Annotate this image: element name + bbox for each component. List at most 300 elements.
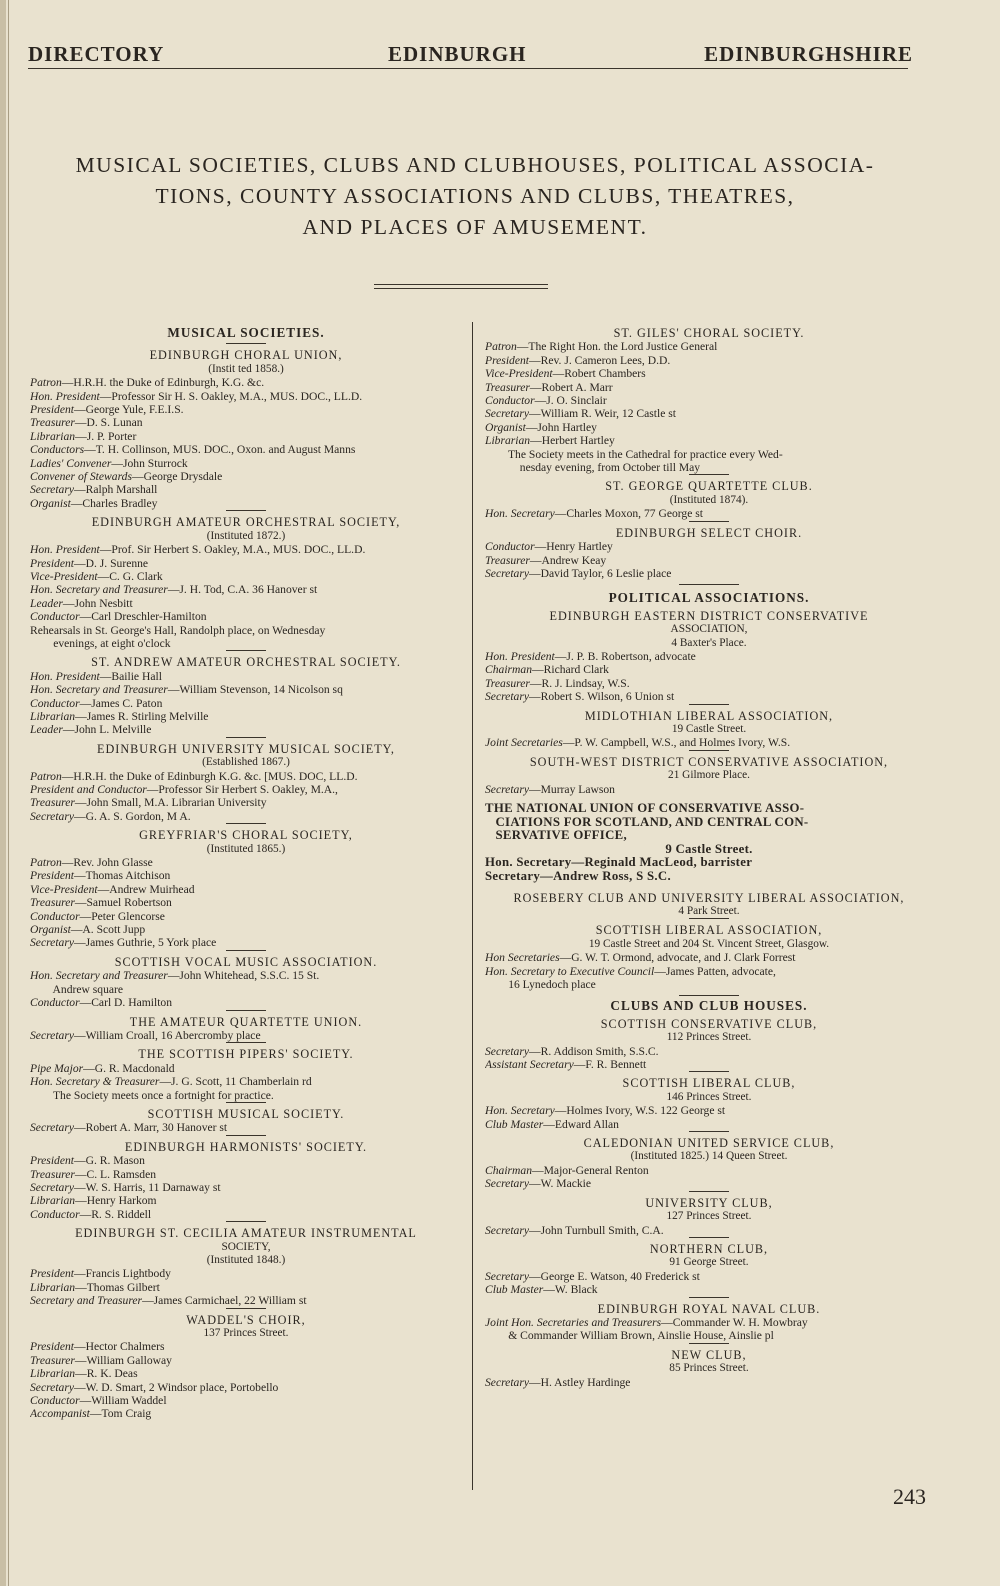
entry-rule <box>689 474 729 475</box>
officer-role: Librarian <box>30 1367 76 1381</box>
officer-role: Hon. President <box>485 649 555 663</box>
org-name: EDINBURGH ST. CECILIA AMATEUR INSTRUMENTAL <box>75 1226 417 1241</box>
entry-rule <box>689 1297 729 1298</box>
officer-role: President <box>30 556 75 570</box>
officer-line <box>485 1270 933 1283</box>
officer-name: —Prof. Sir Herbert S. Oakley, M.A., MUS. DOC., LL.D. <box>99 543 366 557</box>
officer-line <box>485 677 933 690</box>
officer-name: Rehearsals in St. George's Hall, Randolph place, on Wednesday <box>30 623 326 637</box>
officer-line <box>30 683 462 696</box>
officer-role: Secretary and Treasurer <box>30 1294 143 1308</box>
header-left: DIRECTORY <box>28 42 165 66</box>
officer-name: —Professor Sir Herbert S. Oakley, M.A., <box>146 783 338 796</box>
entry-rule <box>226 510 266 511</box>
entry-rule <box>226 1308 266 1309</box>
officer-role: Secretary <box>30 936 74 950</box>
officer-role: Joint Hon. Secretaries and Treasurers <box>485 1315 662 1329</box>
entry-rule <box>689 918 729 919</box>
section-heading-political: POLITICAL ASSOCIATIONS. <box>608 590 810 606</box>
officer-name: —John Nesbitt <box>62 596 133 610</box>
officer-role: Conductor <box>485 394 535 408</box>
officer-line <box>485 354 933 367</box>
entry-rule <box>226 1042 266 1043</box>
officer-role: Hon. President <box>30 389 100 403</box>
org-name: ST. ANDREW AMATEUR ORCHESTRAL SOCIETY. <box>91 655 401 670</box>
officer-name: —John Turnbull Smith, C.A. <box>529 1223 664 1237</box>
officer-line <box>30 416 462 429</box>
officer-role: Treasurer <box>30 1353 75 1367</box>
officer-line <box>30 896 462 909</box>
officer-line <box>30 1208 462 1221</box>
officer-line <box>30 1062 462 1075</box>
entry-rule <box>226 1135 266 1136</box>
officer-name: —James Patten, advocate, <box>654 964 776 978</box>
officer-line <box>30 710 462 723</box>
officer-name: —W. Black <box>543 1283 598 1297</box>
officer-role: Organist <box>30 923 71 937</box>
officer-line <box>30 1294 462 1307</box>
officer-role: Secretary <box>30 1180 74 1194</box>
org-name: EDINBURGH AMATEUR ORCHESTRAL SOCIETY, <box>91 515 401 530</box>
org-subtitle: SOCIETY, <box>221 1240 271 1253</box>
officer-line <box>30 723 462 736</box>
officer-role: President <box>30 1340 75 1354</box>
officer-role: Conductor <box>485 540 535 554</box>
officer-name: —Samuel Robertson <box>74 896 172 910</box>
officer-name: —Charles Moxon, 77 George st <box>554 507 703 521</box>
org-subtitle: (Instituted 1825.) 14 Queen Street. <box>630 1150 788 1163</box>
officer-name: —Thomas Aitchison <box>74 869 171 883</box>
entry-rule <box>226 823 266 824</box>
officer-line <box>30 910 462 923</box>
officer-line <box>30 1394 462 1407</box>
officer-name: —Henry Hartley <box>534 540 613 554</box>
officer-line <box>485 663 933 676</box>
officer-name: —John Hartley <box>525 420 597 434</box>
officer-name: —Holmes Ivory, W.S. 122 George st <box>554 1104 726 1118</box>
officer-line <box>30 810 462 823</box>
officer-role: Conductor <box>30 1207 80 1221</box>
org-name: EDINBURGH ROYAL NAVAL CLUB. <box>597 1301 821 1316</box>
officer-line <box>30 869 462 882</box>
national-union-secretary: Secretary—Andrew Ross, S S.C. <box>485 868 671 883</box>
entry-rule <box>689 750 729 751</box>
officer-name: —Peter Glencorse <box>79 909 165 923</box>
officer-name: Andrew square <box>30 982 124 996</box>
officer-role: Vice-President <box>485 367 553 381</box>
officer-role: Hon. Secretary & Treasurer <box>30 1075 160 1089</box>
national-union-name: CIATIONS FOR SCOTLAND, AND CENTRAL CON- <box>485 814 809 829</box>
officer-name: & Commander William Brown, Ainslie House, Ainslie pl <box>485 1329 774 1343</box>
officer-name: —W. Mackie <box>529 1177 592 1191</box>
entry-rule <box>226 1221 266 1222</box>
officer-role: Patron <box>30 376 62 390</box>
entry-rule <box>226 650 266 651</box>
officer-role: Conductor <box>30 696 80 710</box>
officer-role: Librarian <box>30 1280 76 1294</box>
officer-name: —W. S. Harris, 11 Darnaway st <box>74 1180 221 1194</box>
officer-role: Treasurer <box>485 553 530 567</box>
officer-name: —Andrew Keay <box>529 553 607 567</box>
officer-name: —G. W. T. Ormond, advocate, and J. Clark Forrest <box>559 951 796 965</box>
officer-role: Conductor <box>30 909 80 923</box>
officer-name: —P. W. Campbell, W.S., and Holmes Ivory, W.S. <box>562 736 791 750</box>
officer-line <box>30 1267 462 1280</box>
entry-rule <box>226 1010 266 1011</box>
officer-role: Secretary <box>485 566 529 580</box>
officer-name: —J. H. Tod, C.A. 36 Hanover st <box>167 583 318 597</box>
entry-rule <box>226 950 266 951</box>
political-associations-list <box>485 610 933 796</box>
org-name: EDINBURGH EASTERN DISTRICT CONSERVATIVE <box>549 608 869 623</box>
officer-role: Treasurer <box>485 676 530 690</box>
officer-line <box>30 624 462 637</box>
officer-role: Leader <box>30 596 63 610</box>
org-name: NEW CLUB, <box>671 1347 747 1362</box>
org-name: CALEDONIAN UNITED SERVICE CLUB, <box>583 1136 835 1151</box>
officer-line <box>30 1340 462 1353</box>
officer-name: —F. R. Bennett <box>573 1058 647 1072</box>
officer-role: Secretary <box>485 1044 529 1058</box>
officer-name: —Tom Craig <box>89 1407 152 1421</box>
officer-role: Hon. Secretary and Treasurer <box>30 583 168 597</box>
section-heading-musical: MUSICAL SOCIETIES. <box>167 325 325 340</box>
org-subtitle: 19 Castle Street and 204 St. Vincent Street, Glasgow. <box>588 937 830 950</box>
officer-role: Hon. Secretary and Treasurer <box>30 969 168 983</box>
officer-name: —Hector Chalmers <box>74 1340 165 1354</box>
officer-line <box>30 1381 462 1394</box>
org-subtitle: (Instituted 1872.) <box>206 529 286 542</box>
org-subtitle: ASSOCIATION, <box>670 623 748 636</box>
left-column <box>30 322 462 1421</box>
officer-line <box>30 1194 462 1207</box>
officer-line <box>485 690 933 703</box>
org-subtitle: (Instituted 1848.) <box>206 1254 286 1266</box>
officer-line <box>485 367 933 380</box>
officer-role: Librarian <box>485 434 531 448</box>
officer-line <box>485 1118 933 1131</box>
officer-role: Accompanist <box>30 1407 90 1421</box>
org-name: EDINBURGH CHORAL UNION, <box>149 348 343 363</box>
officer-name: evenings, at eight o'clock <box>30 636 171 650</box>
separator-rule <box>679 584 739 585</box>
org-name: EDINBURGH SELECT CHOIR. <box>615 525 803 540</box>
officer-role: Secretary <box>485 1177 529 1191</box>
officer-role: Secretary <box>485 782 529 796</box>
officer-line <box>30 403 462 416</box>
officer-line <box>30 1354 462 1367</box>
officer-line <box>30 883 462 896</box>
musical-societies-continued <box>485 327 933 580</box>
officer-line <box>30 996 462 1009</box>
officer-name: The Society meets once a fortnight for practice. <box>30 1088 274 1102</box>
officer-name: —William Waddel <box>79 1394 167 1408</box>
org-subtitle: 4 Baxter's Place. <box>671 636 747 649</box>
org-subtitle: 137 Princes Street. <box>203 1327 289 1340</box>
officer-line <box>30 430 462 443</box>
officer-role: Secretary <box>485 407 529 421</box>
officer-role: Patron <box>30 856 62 870</box>
org-name: GREYFRIAR'S CHORAL SOCIETY, <box>139 828 353 843</box>
right-column <box>485 322 933 1389</box>
org-subtitle: 112 Princes Street. <box>666 1031 752 1044</box>
officer-role: Secretary <box>30 483 74 497</box>
officer-role: Treasurer <box>30 1167 75 1181</box>
officer-line <box>30 1281 462 1294</box>
officer-line <box>30 597 462 610</box>
officer-name: —John Sturrock <box>111 456 188 470</box>
org-name: SOUTH-WEST DISTRICT CONSERVATIVE ASSOCIATION, <box>529 754 889 769</box>
officer-line <box>30 1121 462 1134</box>
officer-line <box>485 507 933 520</box>
org-subtitle: (Instituted 1874). <box>669 493 749 506</box>
org-subtitle: 91 George Street. <box>669 1256 749 1269</box>
officer-role: Hon. President <box>30 669 100 683</box>
officer-role: Treasurer <box>30 896 75 910</box>
officer-name: —A. Scott Jupp <box>70 923 146 937</box>
officer-name: —William Galloway <box>74 1353 172 1367</box>
officer-name: —R. K. Deas <box>75 1367 138 1381</box>
officer-role: Secretary <box>485 1269 529 1283</box>
officer-role: Club Master <box>485 1283 544 1297</box>
officer-line <box>30 443 462 456</box>
officer-role: President and Conductor <box>30 783 147 796</box>
officer-line <box>30 1407 462 1420</box>
officer-name: —H.R.H. the Duke of Edinburgh, K.G. &c. <box>61 376 265 390</box>
officer-line <box>485 1224 933 1237</box>
officer-name: —James R. Stirling Melville <box>75 709 209 723</box>
officer-line <box>485 554 933 567</box>
officer-name: —Professor Sir H. S. Oakley, M.A., MUS. DOC., LL.D. <box>99 389 363 403</box>
officer-line <box>30 1367 462 1380</box>
officer-name: —James Carmichael, 22 William st <box>142 1294 307 1308</box>
officer-role: Hon. Secretary <box>485 507 555 521</box>
officer-role: Treasurer <box>30 416 75 430</box>
officer-role: Organist <box>30 496 71 510</box>
officer-name: —G. R. Mason <box>74 1154 145 1168</box>
officer-line <box>485 650 933 663</box>
officer-role: Secretary <box>485 690 529 704</box>
officer-role: Organist <box>485 420 526 434</box>
officer-line <box>485 978 933 991</box>
officer-role: Hon. Secretary to Executive Council <box>485 964 655 978</box>
officer-name: —Robert A. Marr, 30 Hanover st <box>74 1121 228 1135</box>
national-union-name: SERVATIVE OFFICE, <box>485 828 627 843</box>
org-subtitle: (Established 1867.) <box>202 756 290 769</box>
officer-role: Hon. Secretary and Treasurer <box>30 683 168 697</box>
title-line: AND PLACES OF AMUSEMENT. <box>302 215 648 239</box>
entry-rule <box>689 1191 729 1192</box>
org-name: ROSEBERY CLUB AND UNIVERSITY LIBERAL ASSOCIATION, <box>513 890 905 905</box>
officer-name: —D. J. Surenne <box>74 556 149 570</box>
officer-name: —W. D. Smart, 2 Windsor place, Portobello <box>74 1380 279 1394</box>
entry-rule <box>226 737 266 738</box>
officer-name: —George Yule, F.E.I.S. <box>74 403 184 417</box>
officer-role: President <box>30 1267 75 1281</box>
officer-role: President <box>30 869 75 883</box>
officer-name: —J. P. Porter <box>75 429 137 443</box>
officer-role: Secretary <box>485 1375 529 1389</box>
officer-line <box>485 340 933 353</box>
officer-line <box>30 783 462 796</box>
officer-role: Conductor <box>30 996 80 1010</box>
officer-name: —Rev. J. Cameron Lees, D.D. <box>529 353 671 367</box>
officer-role: Ladies' Convener <box>30 456 112 470</box>
officer-line <box>30 923 462 936</box>
officer-line <box>485 381 933 394</box>
officer-line <box>30 610 462 623</box>
officer-line <box>485 783 933 796</box>
officer-name: —The Right Hon. the Lord Justice General <box>516 340 718 354</box>
officer-role: Conductor <box>30 610 80 624</box>
entry-rule <box>689 1237 729 1238</box>
officer-line <box>30 1075 462 1088</box>
officer-name: —George E. Watson, 40 Frederick st <box>529 1269 700 1283</box>
officer-name: —John Small, M.A. Librarian University <box>74 796 267 810</box>
officer-name: —H.R.H. the Duke of Edinburgh K.G. &c. [MUS. DOC, LL.D. <box>61 769 358 783</box>
officer-line <box>30 856 462 869</box>
officer-role: Vice-President <box>30 882 98 896</box>
officer-name: The Society meets in the Cathedral for practice every Wed- <box>485 447 783 461</box>
title-rule <box>374 284 548 285</box>
officer-name: —R. S. Riddell <box>79 1207 152 1221</box>
officer-line <box>485 1045 933 1058</box>
officer-line <box>485 1058 933 1071</box>
officer-role: Chairman <box>485 663 533 677</box>
officer-name: —C. G. Clark <box>97 569 163 583</box>
national-union-name: THE NATIONAL UNION OF CONSERVATIVE ASSO- <box>485 801 805 815</box>
officer-line <box>30 770 462 783</box>
officer-name: —Bailie Hall <box>99 669 162 683</box>
org-name: SCOTTISH MUSICAL SOCIETY. <box>147 1106 345 1121</box>
org-name: EDINBURGH HARMONISTS' SOCIETY. <box>124 1139 368 1154</box>
officer-role: Pipe Major <box>30 1061 84 1075</box>
org-subtitle: (Instituted 1865.) <box>206 842 286 855</box>
officer-name: 16 Lynedoch place <box>485 978 596 991</box>
officer-line <box>30 376 462 389</box>
officer-role: Patron <box>485 340 517 354</box>
org-subtitle: (Instit ted 1858.) <box>208 362 284 375</box>
officer-role: Patron <box>30 769 62 783</box>
officer-name: —John Whitehead, S.S.C. 15 St. <box>167 969 320 983</box>
officer-line <box>30 670 462 683</box>
org-name: SCOTTISH CONSERVATIVE CLUB, <box>600 1016 818 1031</box>
officer-role: Librarian <box>30 1194 76 1208</box>
officer-line <box>485 1316 933 1329</box>
officer-line <box>30 796 462 809</box>
title-line: MUSICAL SOCIETIES, CLUBS AND CLUBHOUSES, POLITICAL ASSOCIA- <box>75 153 875 177</box>
org-name: EDINBURGH UNIVERSITY MUSICAL SOCIETY, <box>97 741 395 756</box>
officer-line <box>30 483 462 496</box>
officer-name: —James Guthrie, 5 York place <box>74 936 217 950</box>
org-name: SCOTTISH VOCAL MUSIC ASSOCIATION. <box>114 954 378 969</box>
header-rule <box>28 68 908 69</box>
officer-line <box>30 1089 462 1102</box>
officer-role: Leader <box>30 723 63 737</box>
title-rule <box>374 288 548 289</box>
officer-line <box>30 697 462 710</box>
officer-role: Treasurer <box>30 796 75 810</box>
entry-rule <box>226 343 266 344</box>
org-name: MIDLOTHIAN LIBERAL ASSOCIATION, <box>584 708 834 723</box>
header-center: EDINBURGH <box>388 42 527 66</box>
title-line: TIONS, COUNTY ASSOCIATIONS AND CLUBS, THEATRES, <box>155 184 795 208</box>
officer-line <box>485 1329 933 1342</box>
officer-role: Treasurer <box>485 380 530 394</box>
officer-line <box>30 1168 462 1181</box>
officer-role: Hon. President <box>30 543 100 557</box>
org-name: ST. GILES' CHORAL SOCIETY. <box>613 326 805 340</box>
officer-name: —Robert S. Wilson, 6 Union st <box>529 690 675 704</box>
officer-name: —William R. Weir, 12 Castle st <box>529 407 677 421</box>
running-header <box>28 40 913 70</box>
officer-role: Secretary <box>30 1028 74 1042</box>
org-address: 4 Park Street. <box>678 904 740 917</box>
officer-line <box>485 461 933 474</box>
officer-name: —James C. Paton <box>79 696 163 710</box>
officer-line <box>485 407 933 420</box>
officer-name: —R. J. Lindsay, W.S. <box>529 676 630 690</box>
officer-name: —T. H. Collinson, MUS. DOC., Oxon. and August Manns <box>84 443 356 457</box>
page-title <box>30 150 920 243</box>
officer-role: Assistant Secretary <box>485 1058 574 1072</box>
org-name: NORTHERN CLUB, <box>649 1241 769 1256</box>
officer-role: President <box>485 353 530 367</box>
officer-role: Chairman <box>485 1163 533 1177</box>
header-right: EDINBURGHSHIRE <box>704 42 913 66</box>
org-name: UNIVERSITY CLUB, <box>645 1195 773 1210</box>
officer-name: —C. L. Ramsden <box>74 1167 157 1181</box>
officer-line <box>30 470 462 483</box>
officer-line <box>485 1376 933 1389</box>
officer-name: —Commander W. H. Mowbray <box>661 1315 808 1329</box>
officer-line <box>30 497 462 510</box>
entry-rule <box>689 1071 729 1072</box>
officer-line <box>485 1177 933 1190</box>
officer-name: —George Drysdale <box>131 470 223 484</box>
officer-role: President <box>30 1154 75 1168</box>
officer-name: —J. O. Sinclair <box>534 394 607 408</box>
officer-line <box>30 1181 462 1194</box>
officer-role: Librarian <box>30 429 76 443</box>
officer-name: —Charles Bradley <box>70 496 158 510</box>
officer-name: —Robert A. Marr <box>529 380 613 394</box>
officer-line <box>485 1283 933 1296</box>
national-union-address: 9 Castle Street. <box>665 841 753 856</box>
officer-line <box>485 1164 933 1177</box>
officer-name: —Herbert Hartley <box>530 434 615 448</box>
org-name: THE AMATEUR QUARTETTE UNION. <box>129 1014 363 1029</box>
officer-name: —Carl Dreschler-Hamilton <box>79 610 207 624</box>
officer-line <box>485 736 933 749</box>
officer-name: —Major-General Renton <box>532 1163 649 1177</box>
officer-line <box>30 637 462 650</box>
national-union-hon-secretary: Hon. Secretary—Reginald MacLeod, barrister <box>485 855 753 870</box>
binding-gutter <box>0 0 6 1586</box>
officer-name: —Rev. John Glasse <box>61 856 153 870</box>
officer-line <box>30 969 462 982</box>
officer-role: Secretary <box>30 809 74 823</box>
org-subtitle: 85 Princes Street. <box>669 1362 749 1375</box>
officer-name: —Andrew Muirhead <box>97 882 195 896</box>
officer-line <box>30 1154 462 1167</box>
officer-name: —Murray Lawson <box>529 782 615 796</box>
entry-rule <box>689 704 729 705</box>
entry-rule <box>689 1343 729 1344</box>
officer-name: —William Stevenson, 14 Nicolson sq <box>167 683 343 697</box>
officer-line <box>30 936 462 949</box>
org-name: ST. GEORGE QUARTETTE CLUB. <box>605 479 813 494</box>
